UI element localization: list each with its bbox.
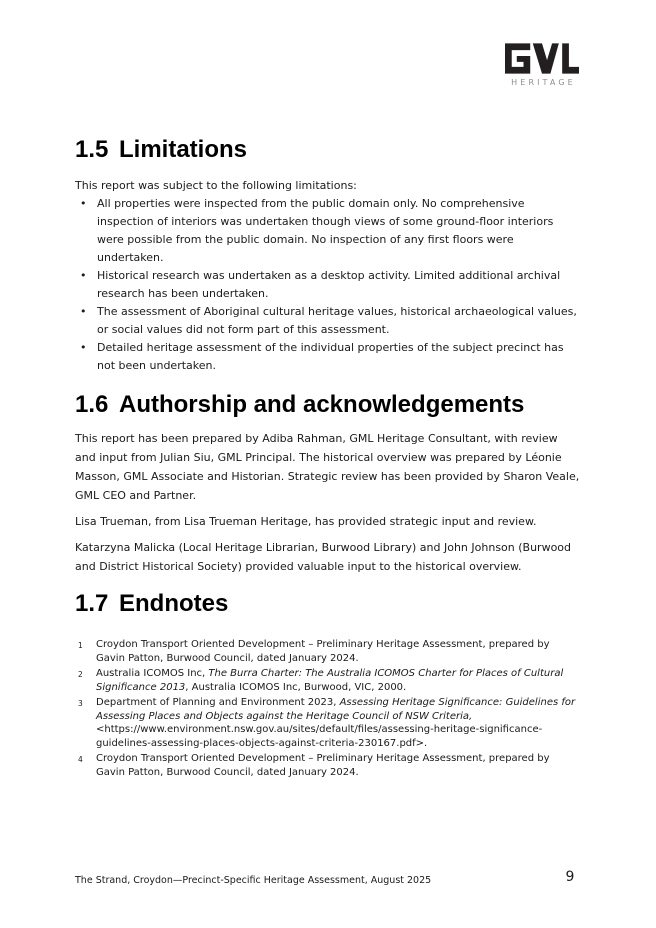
body-paragraph: Lisa Trueman, from Lisa Trueman Heritage, has provided strategic input and review. <box>75 515 537 528</box>
endnote-number: 2 <box>78 670 83 679</box>
section-title: Limitations <box>119 136 248 163</box>
gml-logo-icon <box>505 42 579 75</box>
endnote-item <box>75 638 581 665</box>
logo-letter-l <box>562 43 579 73</box>
endnote-number: 3 <box>78 699 83 708</box>
bullet-item: • Detailed heritage assessment of the individual properties of the subject precinct has not been undertaken. <box>75 339 581 375</box>
endnote-text <box>96 667 581 694</box>
endnote-segment: Assessing Heritage Significance: Guidelines for Assessing Places and Objects against the Heritage Council of NSW Criteria, <box>96 697 576 722</box>
endnote-number: 4 <box>78 755 83 764</box>
endnote-number: 1 <box>78 641 83 650</box>
logo-heritage-text: HERITAGE <box>511 78 576 87</box>
body-paragraph: This report has been prepared by Adiba Rahman, GML Heritage Consultant, with review and input from Julian Siu, GML Principal. The historical overview was prepared by Léonie Masson, GML Associate and Historian. Strategic review has been provided by Sharon Veale, GML CEO and Partner. <box>75 432 580 502</box>
endnote-item <box>75 752 581 779</box>
endnote-segment: , Australia ICOMOS Inc, Burwood, VIC, 2000. <box>185 681 407 693</box>
endnote-segment: Croydon Transport Oriented Development – Preliminary Heritage Assessment, prepared by Gavin Patton, Burwood Council, dated January 2024. <box>96 639 550 664</box>
sections-container <box>75 136 581 779</box>
document-content <box>75 136 581 781</box>
section-title: Endnotes <box>119 590 229 617</box>
section-number: 1.7 <box>75 590 109 617</box>
body-paragraph: Katarzyna Malicka (Local Heritage Librarian, Burwood Library) and John Johnson (Burwood and District Historical Society) provided valuable input to the historical overview. <box>75 541 572 573</box>
bullet-item: • The assessment of Aboriginal cultural heritage values, historical archaeological values, or social values did not form part of this assessment. <box>75 303 581 339</box>
gml-heritage-logo <box>504 42 580 87</box>
endnote-segment: <https://www.environment.nsw.gov.au/sites/default/files/assessing-heritage-significance-guidelines-assessing-places-objects-against-criteria-230167.pdf>. <box>96 724 543 749</box>
limitations-bullet-list <box>75 195 581 375</box>
endnote-text <box>96 752 581 779</box>
section-number: 1.5 <box>75 136 109 163</box>
bullet-item: • All properties were inspected from the public domain only. No comprehensive inspection of interiors was undertaken though views of some ground-floor interiors were possible from the public domain. No inspection of any first floors were undertaken. <box>75 195 581 267</box>
section-heading-1.5 <box>75 136 581 164</box>
endnote-segment: Australia ICOMOS Inc, <box>96 668 209 679</box>
endnote-text <box>96 696 581 750</box>
endnote-item <box>75 667 581 694</box>
footer-page-number: 9 <box>565 869 575 885</box>
endnote-segment: Croydon Transport Oriented Development – Preliminary Heritage Assessment, prepared by Gavin Patton, Burwood Council, dated January 2024. <box>96 753 550 778</box>
section-heading-1.6 <box>75 391 581 419</box>
endnote-text <box>96 638 581 665</box>
bullet-item: • Historical research was undertaken as a desktop activity. Limited additional archival research has been undertaken. <box>75 267 581 303</box>
section-title: Authorship and acknowledgements <box>119 391 525 418</box>
logo-letter-m <box>533 43 559 73</box>
endnote-item <box>75 696 581 750</box>
section-number: 1.6 <box>75 391 109 418</box>
logo-letter-g <box>505 43 530 73</box>
endnote-segment: The Burra Charter: The Australia ICOMOS Charter for Places of Cultural Significance 2013 <box>96 668 564 693</box>
section-intro: This report was subject to the following limitations: <box>75 179 357 192</box>
footer-running-title: The Strand, Croydon—Precinct-Specific Heritage Assessment, August 2025 <box>75 875 432 886</box>
endnote-segment: Department of Planning and Environment 2023, <box>96 697 340 708</box>
section-heading-1.7 <box>75 590 581 618</box>
